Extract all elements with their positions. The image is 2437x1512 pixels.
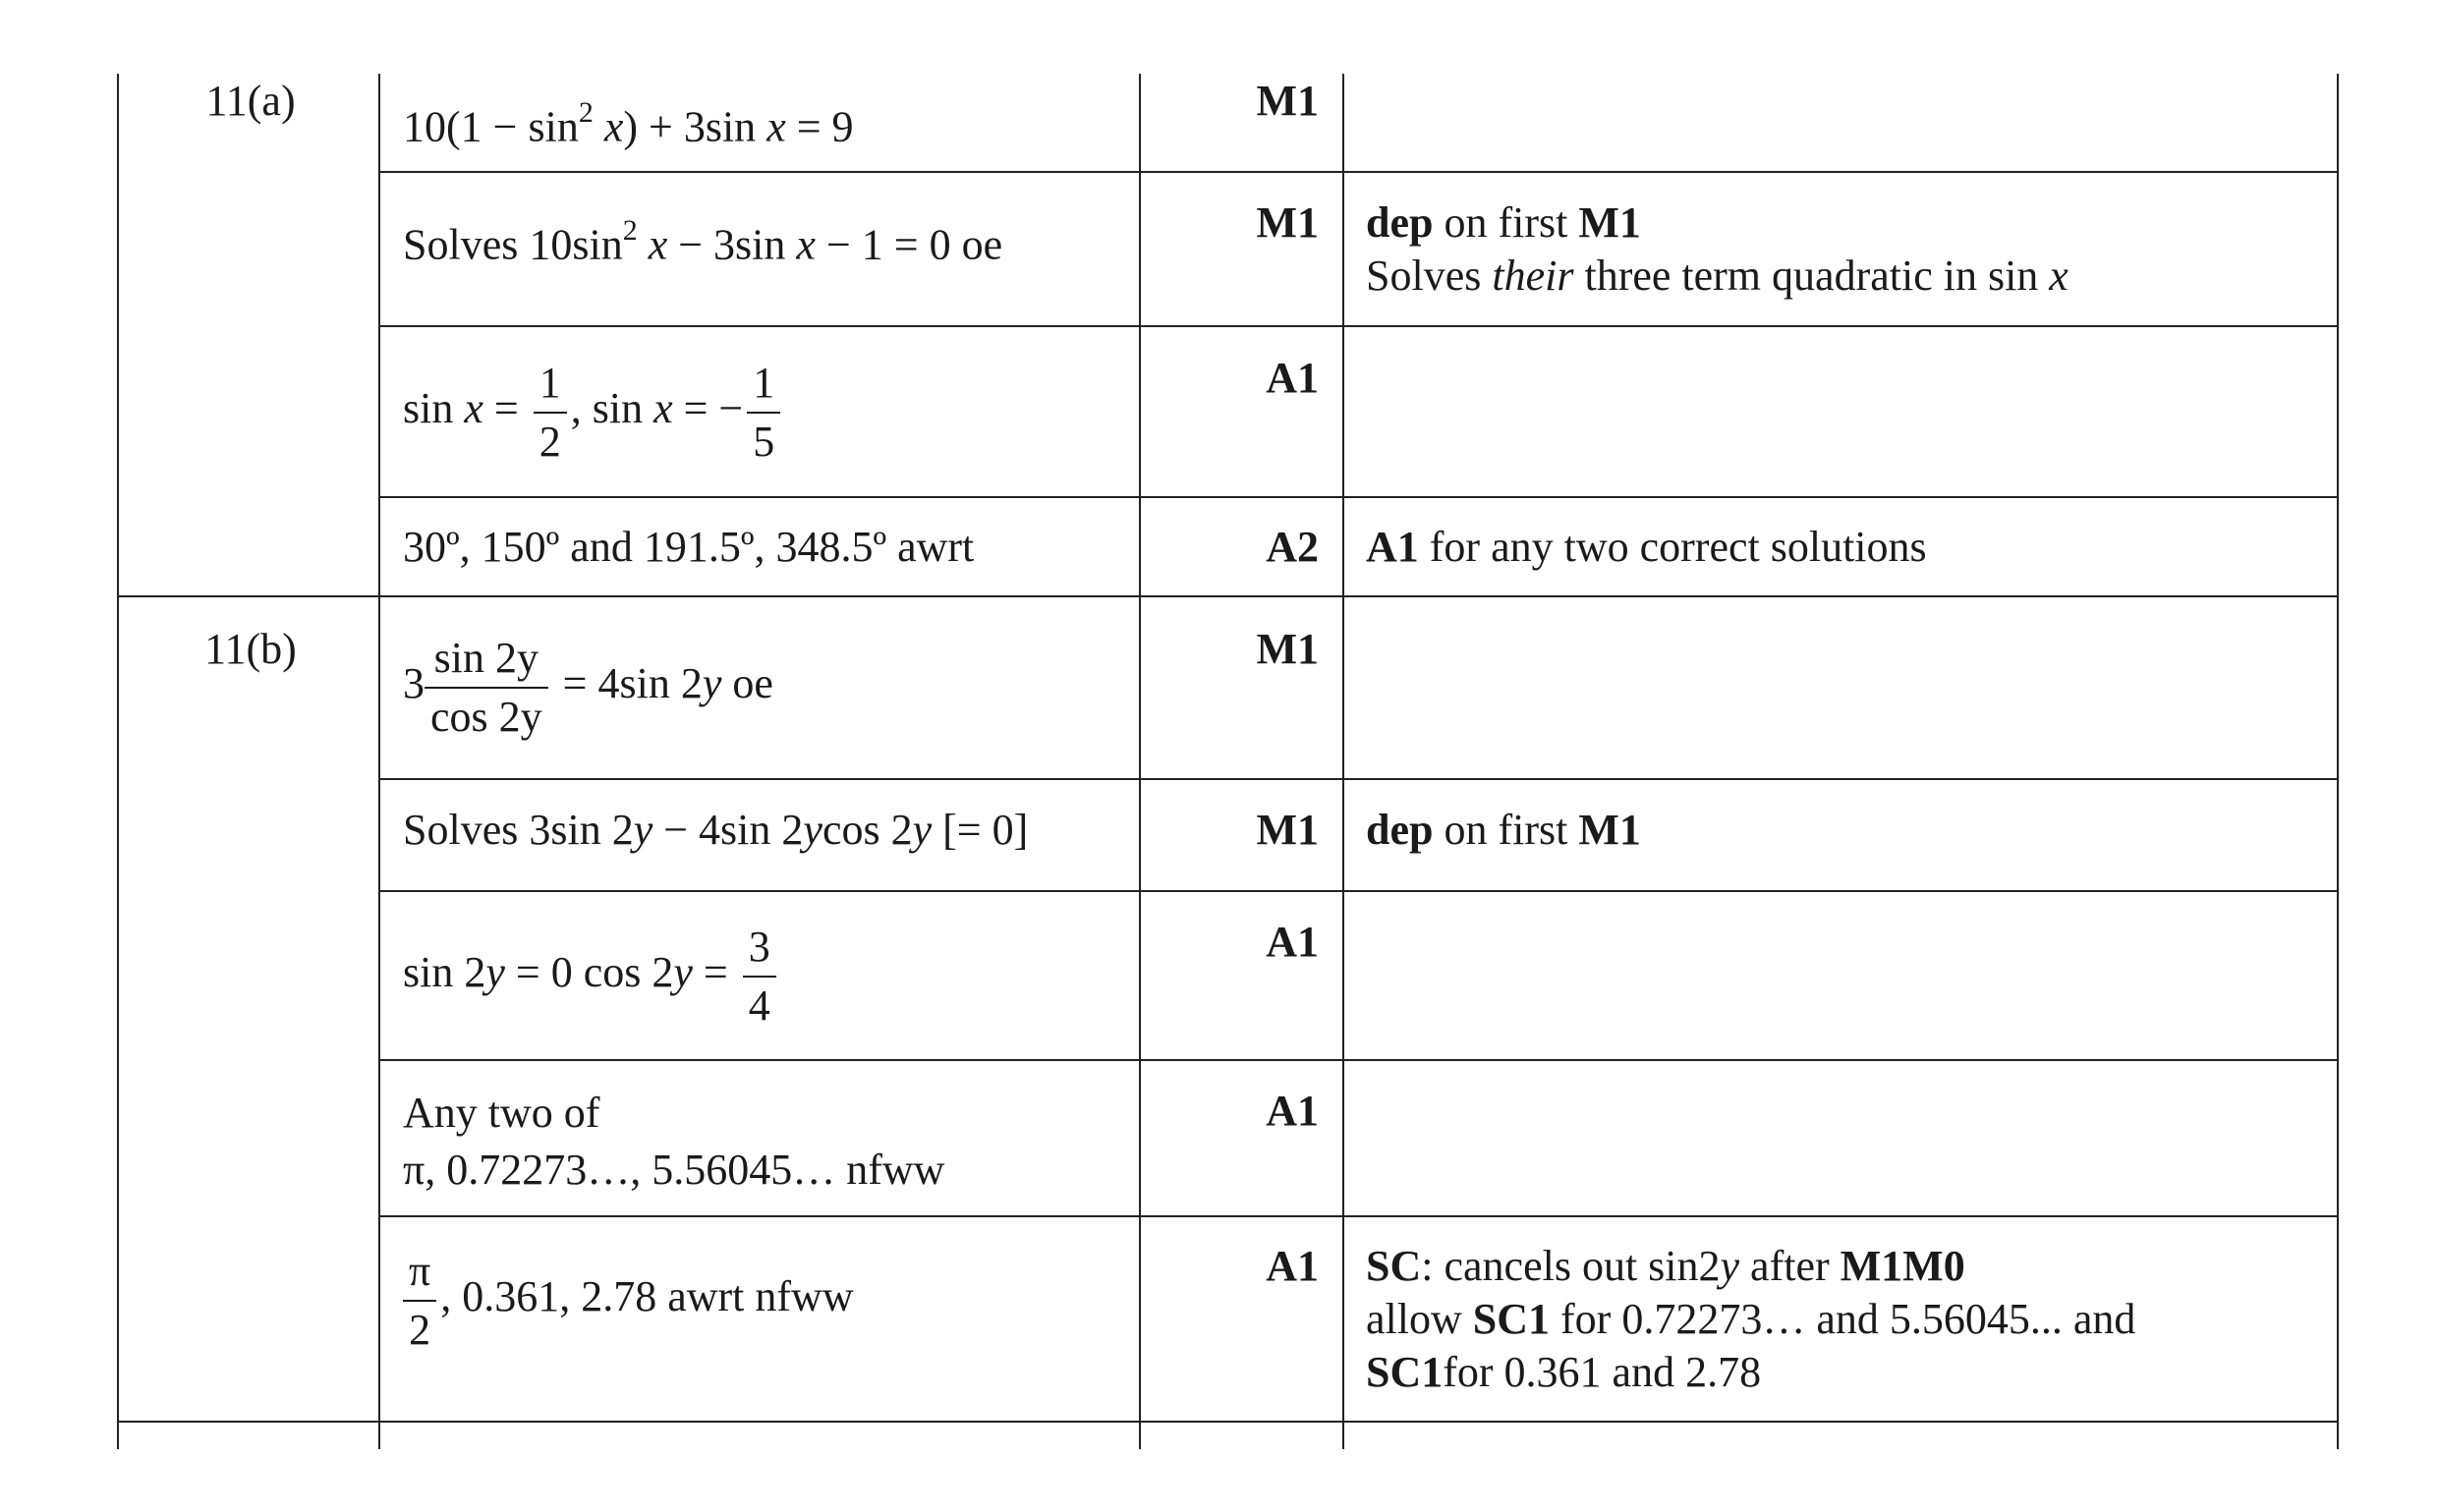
numerator: 3 [743,919,776,978]
mark-11b-4: A1 [1266,1087,1319,1135]
eq-variable: x [648,220,668,269]
question-number-11b: 11(b) [204,625,297,673]
answer-line: Any two of [403,1089,600,1137]
numerator: 1 [534,355,567,414]
denominator: 2 [409,1305,431,1354]
eq-superscript: 2 [622,214,638,247]
fraction-three-quarters [743,919,776,1035]
answer-row-11b-3 [403,916,780,1035]
eq-text: 3 [403,659,425,707]
eq-text: , 0.361, 2.78 awrt nfww [440,1272,854,1320]
eq-text: 10(1 − sin [403,102,579,151]
question-number-11a: 11(a) [205,77,296,125]
guidance-11a-4 [1366,521,1927,574]
mark-11a-3: A1 [1266,354,1319,402]
eq-variable: x [796,220,816,269]
guidance-bold: M1 [1578,806,1641,854]
mark-11b-1: M1 [1256,625,1319,673]
guidance-text: on first [1433,806,1579,854]
guidance-bold: M1M0 [1840,1242,1965,1290]
eq-text: cos 2 [822,806,913,854]
mark-11a-4: A2 [1266,523,1319,571]
mark-11b-5: A1 [1266,1242,1319,1290]
guidance-bold: M1 [1578,198,1641,247]
guidance-text: after [1739,1242,1841,1290]
eq-text: Solves 3sin 2 [403,806,634,854]
eq-text: ) + 3sin [623,102,767,151]
eq-variable: y [912,806,933,854]
eq-text: = 9 [785,102,854,151]
denominator: 5 [753,417,775,466]
eq-text: sin 2 [403,948,486,996]
eq-variable: x [766,102,786,151]
denominator: 4 [748,980,770,1030]
eq-text: , sin [570,384,654,432]
guidance-11a-2 [1366,196,2069,303]
mark-11a-1: M1 [1256,77,1319,125]
guidance-text: : cancels out sin2 [1421,1242,1721,1290]
guidance-bold: SC1 [1472,1295,1551,1343]
eq-variable: y [633,806,653,854]
table-border-col3 [1342,74,1344,1449]
guidance-bold: A1 [1366,523,1419,571]
answer-row-11a-3 [403,352,784,471]
eq-text: Solves 10sin [403,220,623,269]
answer-row-11a-4: 30º, 150º and 191.5º, 348.5º awrt [403,523,975,571]
row-divider [378,778,2339,780]
guidance-text: on first [1433,198,1579,247]
answer-line: π, 0.72273…, 5.56045… nfww [403,1146,945,1194]
eq-text: − 3sin [667,220,797,269]
eq-text: = − [672,384,744,432]
guidance-bold: dep [1366,806,1434,854]
guidance-bold: SC [1366,1242,1422,1290]
section-divider [117,595,2339,597]
numerator: sin 2y [425,630,548,689]
eq-variable: y [702,659,722,707]
fraction-one-fifth [747,355,780,471]
table-border-col1 [378,74,380,1449]
denominator: 2 [538,417,561,466]
guidance-11b-2 [1366,804,1641,857]
fraction-tan-2y [425,630,548,746]
eq-text: [= 0] [932,806,1029,854]
answer-row-11b-4 [403,1085,944,1199]
eq-text: = 4sin 2 [551,659,703,707]
eq-text: − 1 = 0 oe [815,220,1003,269]
row-divider [378,1059,2339,1061]
fraction-one-half [534,355,567,471]
guidance-italic: their [1492,252,1574,300]
mark-11b-3: A1 [1266,918,1319,966]
mark-11b-2: M1 [1256,806,1319,854]
eq-variable: x [464,384,483,432]
numerator: 1 [747,355,780,414]
answer-row-11a-2 [403,208,1002,272]
eq-variable: x [653,384,673,432]
numerator: π [403,1243,436,1302]
table-border-col2 [1139,74,1141,1449]
answer-row-11a-1 [403,90,854,154]
row-divider [378,171,2339,173]
row-divider [378,496,2339,498]
row-divider [378,890,2339,892]
eq-variable: y [803,806,822,854]
eq-text: − 4sin 2 [652,806,804,854]
eq-text: = [692,948,739,996]
guidance-text: Solves [1366,252,1493,300]
guidance-text: for 0.72273… and 5.56045... and [1550,1295,2136,1343]
guidance-text: allow [1366,1295,1473,1343]
answer-row-11b-1 [403,627,773,746]
eq-text: oe [721,659,773,707]
guidance-italic: y [1720,1242,1740,1290]
guidance-11b-5 [1366,1240,2135,1399]
section-divider [117,1421,2339,1423]
answer-row-11b-2 [403,804,1028,857]
mark-11a-2: M1 [1256,198,1319,247]
row-divider [378,1215,2339,1217]
table-border-right [2337,74,2339,1449]
fraction-pi-over-2 [403,1243,436,1359]
row-divider [378,325,2339,327]
eq-variable: y [673,948,693,996]
guidance-text: for any two correct solutions [1418,523,1927,571]
guidance-italic: x [2049,252,2069,300]
guidance-bold: dep [1366,198,1434,247]
table-border-left [117,74,119,1449]
eq-variable: x [603,102,624,151]
guidance-text: three term quadratic in sin [1573,252,2050,300]
answer-row-11b-5 [403,1240,854,1359]
eq-superscript: 2 [578,96,594,129]
eq-text: sin [403,384,465,432]
denominator: cos 2y [430,692,542,741]
guidance-text: for 0.361 and 2.78 [1443,1348,1762,1396]
eq-variable: y [485,948,505,996]
eq-text: = 0 cos 2 [504,948,674,996]
guidance-bold: SC1 [1366,1348,1444,1396]
eq-text: = [482,384,530,432]
